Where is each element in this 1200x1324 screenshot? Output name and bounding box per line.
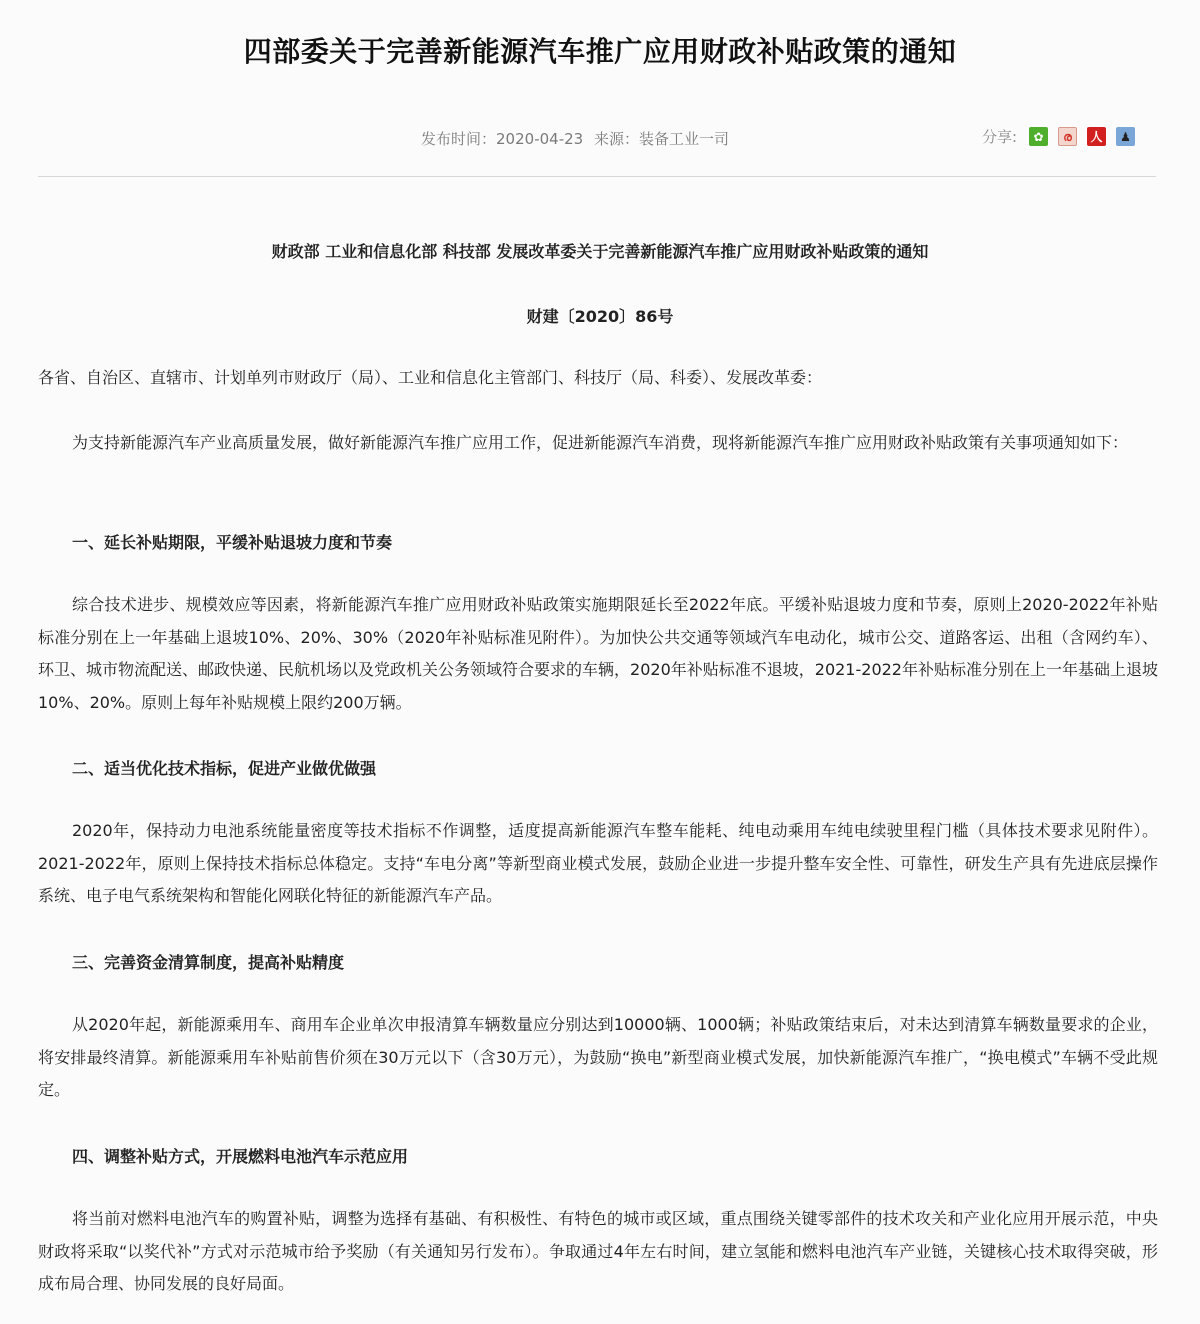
page-title: 四部委关于完善新能源汽车推广应用财政补贴政策的通知 xyxy=(243,35,957,68)
qq-icon: ♟ xyxy=(1120,129,1131,144)
section-title-1: 一、延长补贴期限，平缓补贴退坡力度和节奏 xyxy=(72,533,393,552)
share-qq-button[interactable] xyxy=(1116,127,1135,146)
renren-icon: 人 xyxy=(1090,129,1103,144)
source-label: 来源： xyxy=(593,130,639,148)
source-value: 装备工业一司 xyxy=(639,130,730,148)
section-body-4: 将当前对燃料电池汽车的购置补贴，调整为选择有基础、有积极性、有特色的城市或区域，重点围绕关键零部件的技术攻关和产业化应用开展示范，中央财政将采取“以奖代补”方式对示范城市给予奖励（有关通知另行发布）。争取通过4年左右时间，建立氢能和燃料电池汽车产业链，关键核心技术取得突破，形成布局合理、协同发展的良好局面。 xyxy=(38,1209,1158,1293)
section-body-1: 综合技术进步、规模效应等因素，将新能源汽车推广应用财政补贴政策实施期限延长至2022年底。平缓补贴退坡力度和节奏，原则上2020-2022年补贴标准分别在上一年基础上退坡10%、20%、30%（2020年补贴标准见附件）。为加快公共交通等领域汽车电动化，城市公交、道路客运、出租（含网约车）、环卫、城市物流配送、邮政快递、民航机场以及党政机关公务领域符合要求的车辆，2020年补贴标准不退坡，2021-2022年补贴标准分别在上一年基础上退坡10%、20%。原则上每年补贴规模上限约200万辆。 xyxy=(38,595,1158,712)
share-label: 分享: xyxy=(982,128,1018,146)
section-body-3: 从2020年起，新能源乘用车、商用车企业单次申报清算车辆数量应分别达到10000辆、1000辆；补贴政策结束后，对未达到清算车辆数量要求的企业，将安排最终清算。新能源乘用车补贴前售价须在30万元以下（含30万元），为鼓励“换电”新型商业模式发展，加快新能源汽车推广，“换电模式”车辆不受此规定。 xyxy=(38,1015,1158,1099)
share-wechat-button[interactable] xyxy=(1029,127,1048,146)
share-renren-button[interactable] xyxy=(1087,127,1106,146)
section-title-2: 二、适当优化技术指标，促进产业做优做强 xyxy=(72,759,377,778)
addressees: 各省、自治区、直辖市、计划单列市财政厅（局）、工业和信息化主管部门、科技厅（局、科委）、发展改革委： xyxy=(38,368,823,387)
share-weibo-button[interactable] xyxy=(1058,127,1077,146)
section-title-3: 三、完善资金清算制度，提高补贴精度 xyxy=(72,953,345,972)
weibo-icon: ര xyxy=(1063,129,1072,144)
publish-info xyxy=(421,128,735,149)
document-heading: 财政部 工业和信息化部 科技部 发展改革委关于完善新能源汽车推广应用财政补贴政策的通知 xyxy=(271,242,929,261)
publish-label: 发布时间： xyxy=(421,130,497,148)
meta-row xyxy=(0,126,1200,150)
document-number: 财建〔2020〕86号 xyxy=(526,307,674,326)
header-divider xyxy=(38,176,1156,177)
intro-paragraph: 为支持新能源汽车产业高质量发展，做好新能源汽车推广应用工作，促进新能源汽车消费，现将新能源汽车推广应用财政补贴政策有关事项通知如下： xyxy=(72,433,1129,452)
share-bar xyxy=(982,126,1135,147)
wechat-icon: ✿ xyxy=(1033,129,1044,144)
section-body-2: 2020年，保持动力电池系统能量密度等技术指标不作调整，适度提高新能源汽车整车能耗、纯电动乘用车纯电续驶里程门槛（具体技术要求见附件）。2021-2022年，原则上保持技术指标总体稳定。支持“车电分离”等新型商业模式发展，鼓励企业进一步提升整车安全性、可靠性，研发生产具有先进底层操作系统、电子电气系统架构和智能化网联化特征的新能源汽车产品。 xyxy=(38,821,1158,905)
publish-date: 2020-04-23 xyxy=(496,130,584,148)
section-title-4: 四、调整补贴方式，开展燃料电池汽车示范应用 xyxy=(72,1147,409,1166)
